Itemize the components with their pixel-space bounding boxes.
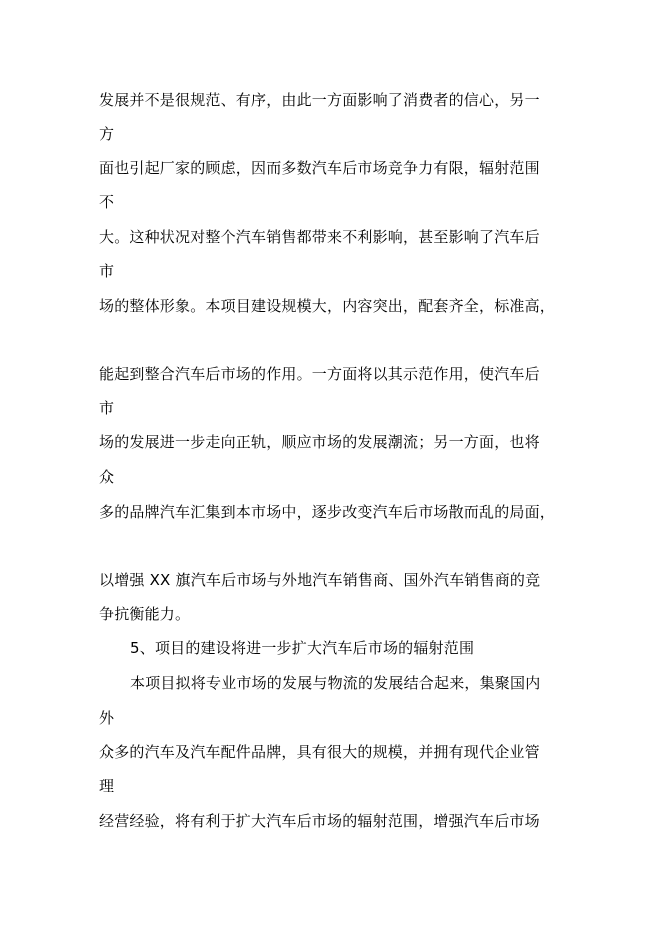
text-line: 不 [99, 193, 115, 211]
text-line: 市 [99, 262, 115, 280]
text-line: 众 [99, 468, 115, 486]
text-line: 理 [99, 777, 115, 795]
text-line: 市 [99, 399, 115, 417]
section-heading: 5、项目的建设将进一步扩大汽车后市场的辐射范围 [130, 639, 475, 657]
text-line: 面也引起厂家的顾虑，因而多数汽车后市场竞争力有限，辐射范围 [99, 159, 540, 177]
text-line: 本项目拟将专业市场的发展与物流的发展结合起来，集聚国内 [130, 674, 541, 692]
text-line: 众多的汽车及汽车配件品牌，具有很大的规模，并拥有现代企业管 [99, 743, 540, 761]
text-line: 大。这种状况对整个汽车销售都带来不利影响，甚至影响了汽车后 [99, 228, 540, 246]
text-line: 场的整体形象。本项目建设规模大，内容突出，配套齐全，标准高， [99, 297, 556, 315]
text-line: 能起到整合汽车后市场的作用。一方面将以其示范作用，使汽车后 [99, 365, 540, 383]
text-line: 多的品牌汽车汇集到本市场中，逐步改变汽车后市场散而乱的局面， [99, 503, 556, 521]
text-line: 经营经验，将有利于扩大汽车后市场的辐射范围，增强汽车后市场 [99, 812, 540, 830]
text-line: 外 [99, 709, 115, 727]
text-line: 场的发展进一步走向正轨，顺应市场的发展潮流；另一方面，也将 [99, 433, 540, 451]
text-line: 方 [99, 125, 115, 143]
text-line: 发展并不是很规范、有序，由此一方面影响了消费者的信心，另一 [99, 91, 540, 109]
text-line: 争抗衡能力。 [99, 605, 191, 623]
text-line: 以增强 XX 旗汽车后市场与外地汽车销售商、国外汽车销售商的竞 [99, 571, 541, 589]
